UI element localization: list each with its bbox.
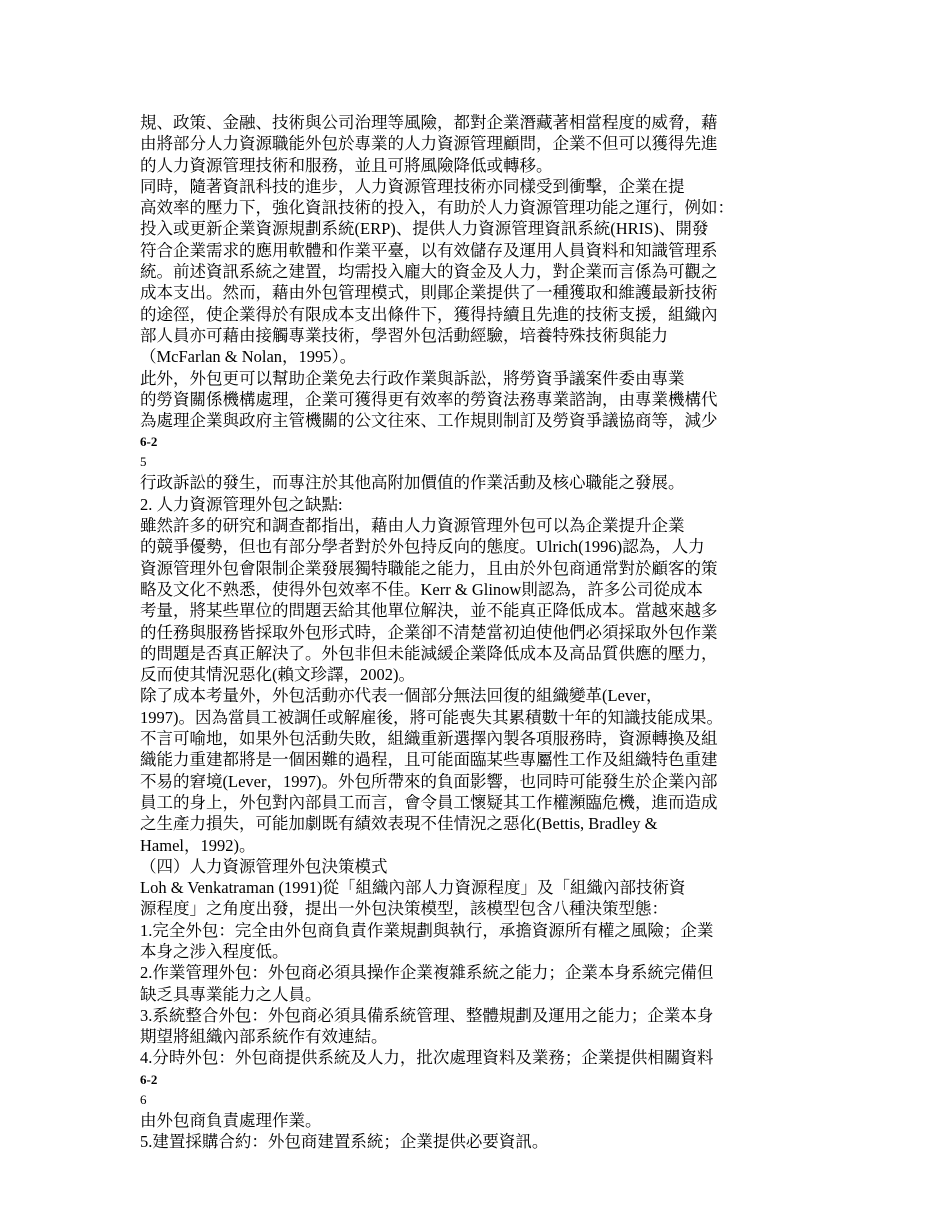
text-line: 高效率的壓力下，強化資訊技術的投入，有助於人力資源管理功能之運行，例如： bbox=[140, 198, 734, 218]
text-line: Loh & Venkatraman (1991)從「組織內部人力資源程度」及「組織內部技術資 bbox=[140, 878, 686, 898]
text-line: 符合企業需求的應用軟體和作業平臺，以有效儲存及運用人員資料和知識管理系 bbox=[140, 240, 718, 260]
section-number: 6-2 bbox=[140, 1071, 158, 1087]
text-line: 1.完全外包：完全由外包商負責作業規劃與執行，承擔資源所有權之風險；企業 bbox=[140, 920, 714, 940]
text-block-page5 bbox=[140, 112, 790, 431]
text-block-page7 bbox=[140, 1110, 790, 1153]
text-line: 的勞資關係機構處理，企業可獲得更有效率的勞資法務專業諮詢，由專業機構代 bbox=[140, 389, 718, 409]
page-number: 5 bbox=[140, 454, 147, 470]
text-line: 成本支出。然而，藉由外包管理模式，則鄖企業提供了一種獲取和維護最新技術 bbox=[140, 283, 718, 303]
page-number: 6 bbox=[140, 1091, 147, 1107]
text-line: 反而使其情況惡化(賴文珍譯，2002)。 bbox=[140, 665, 415, 685]
text-line: 不言可喻地，如果外包活動失敗，組織重新選擇內製各項服務時，資源轉換及組 bbox=[140, 729, 718, 749]
text-line: 部人員亦可藉由接觸專業技術，學習外包活動經驗，培養特殊技術與能力 bbox=[140, 325, 668, 345]
text-line: 略及文化不熟悉，使得外包效率不佳。Kerr & Glinow則認為，許多公司從成本 bbox=[140, 579, 703, 599]
text-block-page6 bbox=[140, 472, 790, 1068]
text-line: 1997)。因為當員工被調任或解雇後，將可能喪失其累積數十年的知識技能成果。 bbox=[140, 707, 723, 727]
text-line: 的競爭優勢，但也有部分學者對於外包持反向的態度。Ulrich(1996)認為，人力 bbox=[140, 537, 705, 557]
text-line: 考量，將某些單位的問題丟給其他單位解決，並不能真正降低成本。當越來越多 bbox=[140, 601, 718, 621]
text-line: 2.作業管理外包：外包商必須具操作企業複雜系統之能力；企業本身系統完備但 bbox=[140, 963, 714, 983]
text-line: 由將部分人力資源職能外包於專業的人力資源管理顧問，企業不但可以獲得先進 bbox=[140, 134, 718, 154]
text-line: 的途徑，使企業得於有限成本支出條件下，獲得持續且先進的技術支援，組織內 bbox=[140, 304, 718, 324]
text-line: 4.分時外包：外包商提供系統及人力，批次處理資料及業務；企業提供相關資料 bbox=[140, 1048, 714, 1068]
text-line: 不易的窘境(Lever，1997)。外包所帶來的負面影響，也同時可能發生於企業內部 bbox=[140, 771, 718, 791]
text-line: 同時，隨著資訊科技的進步，人力資源管理技術亦同樣受到衝擊，企業在提 bbox=[140, 176, 685, 196]
text-line: 資源管理外包會限制企業發展獨特職能之能力，且由於外包商通常對於顧客的策 bbox=[140, 558, 718, 578]
text-line: 5.建置採購合約：外包商建置系統；企業提供必要資訊。 bbox=[140, 1132, 549, 1152]
text-line: 投入或更新企業資源規劃系統(ERP)、提供人力資源管理資訊系統(HRIS)、開發 bbox=[140, 219, 709, 239]
text-line: 員工的身上，外包對內部員工而言，會令員工懷疑其工作權瀕臨危機，進而造成 bbox=[140, 792, 718, 812]
text-line: 缺乏具專業能力之人員。 bbox=[140, 984, 322, 1004]
text-line: 此外，外包更可以幫助企業免去行政作業與訴訟，將勞資爭議案件委由專業 bbox=[140, 368, 685, 388]
text-line: 織能力重建都將是一個困難的過程，且可能面臨某些專屬性工作及組織特色重建 bbox=[140, 750, 718, 770]
text-line: 行政訴訟的發生，而專注於其他高附加價值的作業活動及核心職能之發展。 bbox=[140, 473, 685, 493]
document-page bbox=[140, 112, 790, 1152]
text-line: 由外包商負責處理作業。 bbox=[140, 1110, 322, 1130]
text-line: 的任務與服務皆採取外包形式時，企業卻不清楚當初迫使他們必須採取外包作業 bbox=[140, 622, 718, 642]
text-line: 之生產力損失，可能加劇既有績效表現不佳情況之惡化(Bettis, Bradley & bbox=[140, 814, 658, 834]
text-line: 2. 人力資源管理外包之缺點: bbox=[140, 494, 343, 514]
text-line: 的人力資源管理技術和服務，並且可將風險降低或轉移。 bbox=[140, 155, 553, 175]
text-line: （McFarlan & Nolan，1995）。 bbox=[140, 347, 357, 367]
text-line: 為處理企業與政府主管機關的公文往來、工作規則制訂及勞資爭議協商等，減少 bbox=[140, 411, 718, 431]
text-line: 源程度」之角度出發，提出一外包決策模型，該模型包含八種決策型態： bbox=[140, 899, 668, 919]
text-line: 雖然許多的研究和調查都指出，藉由人力資源管理外包可以為企業提升企業 bbox=[140, 516, 685, 536]
text-line: Hamel，1992)。 bbox=[140, 835, 256, 855]
text-line: 統。前述資訊系統之建置，均需投入龐大的資金及人力，對企業而言係為可觀之 bbox=[140, 262, 718, 282]
text-line: 的問題是否真正解決了。外包非但未能減緩企業降低成本及高品質供應的壓力， bbox=[140, 643, 718, 663]
text-line: 本身之涉入程度低。 bbox=[140, 941, 289, 961]
section-number: 6-2 bbox=[140, 434, 158, 450]
text-line: （四）人力資源管理外包決策模式 bbox=[140, 856, 388, 876]
text-line: 除了成本考量外，外包活動亦代表一個部分無法回復的組織變革(Lever， bbox=[140, 686, 663, 706]
text-line: 3.系統整合外包：外包商必須具備系統管理、整體規劃及運用之能力；企業本身 bbox=[140, 1005, 714, 1025]
text-line: 期望將組織內部系統作有效連結。 bbox=[140, 1027, 388, 1047]
text-line: 規、政策、金融、技術與公司治理等風險，都對企業潛藏著相當程度的威脅，藉 bbox=[140, 113, 718, 132]
